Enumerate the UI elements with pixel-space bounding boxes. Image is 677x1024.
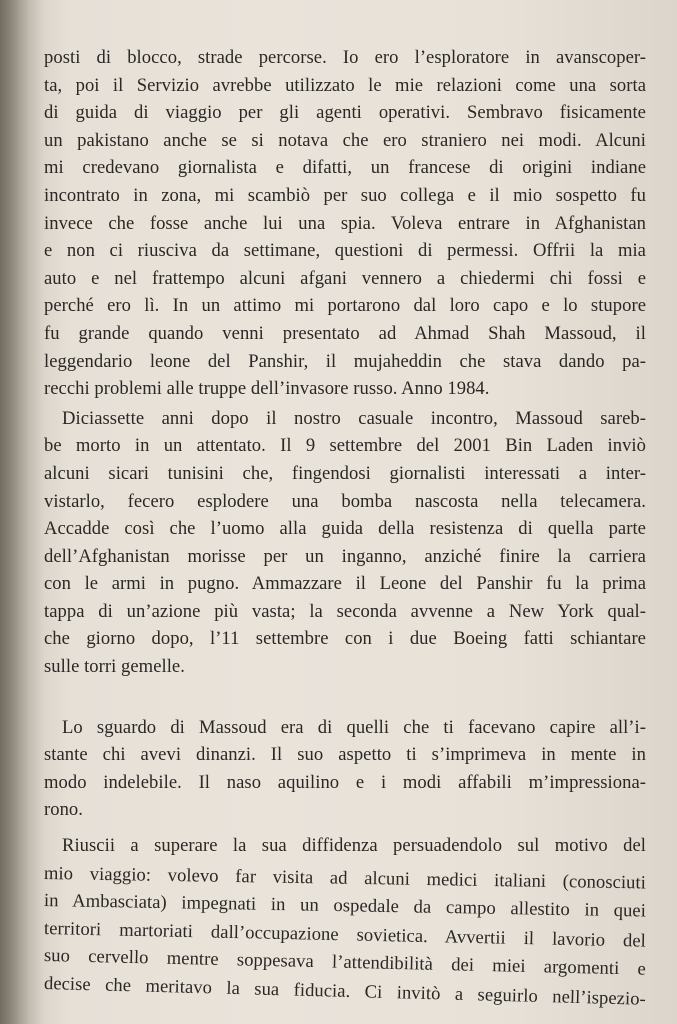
text-line: auto e nel frattempo alcuni afgani vennero a chiedermi chi fossi e bbox=[44, 267, 646, 289]
text-line: vistarlo, fecero esplodere una bomba nascosta nella telecamera. bbox=[44, 490, 646, 512]
book-page bbox=[43, 44, 647, 1010]
section-break bbox=[44, 681, 646, 714]
text-line: leggendario leone del Panshir, il mujaheddin che stava dando pa- bbox=[44, 350, 646, 372]
text-line: tappa di un’azione più vasta; la seconda avvenne a New York qual- bbox=[44, 600, 646, 622]
text-line: incontrato in zona, mi scambiò per suo collega e il mio sospetto fu bbox=[44, 184, 646, 206]
paragraph-4 bbox=[43, 832, 647, 1010]
text-line: un pakistano anche se si notava che ero straniero nei modi. Alcuni bbox=[44, 129, 646, 151]
text-line: suo cervello mentre soppesava l’attendibilità dei miei argomenti e bbox=[43, 945, 647, 981]
text-line: modo indelebile. Il naso aquilino e i modi affabili m’impressiona- bbox=[44, 771, 646, 793]
text-line: e non ci riusciva da settimane, questioni di permessi. Offrii la mia bbox=[44, 240, 646, 262]
page-gutter-shadow bbox=[0, 0, 42, 1024]
text-line: recchi problemi alle truppe dell’invasore russo. Anno 1984. bbox=[44, 378, 490, 400]
text-line: be morto in un attentato. Il 9 settembre del 2001 Bin Laden inviò bbox=[44, 435, 646, 457]
text-line: territori martoriati dall’occupazione sovietica. Avvertii il lavorio del bbox=[43, 917, 647, 952]
text-line: che giorno dopo, l’11 settembre con i due Boeing fatti schiantare bbox=[44, 628, 646, 650]
text-line: ta, poi il Servizio avrebbe utilizzato le mie relazioni come una sorta bbox=[44, 74, 646, 96]
text-line: Riuscii a superare la sua diffidenza persuadendolo sul motivo del bbox=[62, 835, 646, 857]
text-line: rono. bbox=[44, 799, 83, 821]
text-line: alcuni sicari tunisini che, fingendosi giornalisti interessati a inter- bbox=[44, 462, 646, 484]
text-line: posti di blocco, strade percorse. Io ero l’esploratore in avanscoper- bbox=[44, 47, 646, 68]
text-line: di guida di viaggio per gli agenti operativi. Sembravo fisicamente bbox=[44, 102, 646, 124]
text-line: decise che meritavo la sua fiducia. Ci invitò a seguirlo nell’ispezio- bbox=[43, 973, 647, 1010]
text-line: stante chi avevi dinanzi. Il suo aspetto ti s’imprimeva in mente in bbox=[44, 744, 646, 766]
text-line: sulle torri gemelle. bbox=[44, 656, 185, 678]
paragraph-3 bbox=[44, 714, 646, 824]
text-line: fu grande quando venni presentato ad Ahmad Shah Massoud, il bbox=[44, 322, 646, 344]
text-line: Diciassette anni dopo il nostro casuale incontro, Massoud sareb- bbox=[62, 407, 646, 429]
paragraph-1 bbox=[44, 44, 646, 403]
text-line: con le armi in pugno. Ammazzare il Leone del Panshir fu la prima bbox=[44, 573, 646, 595]
text-line: perché ero lì. In un attimo mi portarono dal loro capo e lo stupore bbox=[44, 295, 646, 317]
text-line: Lo sguardo di Massoud era di quelli che ti facevano capire all’i- bbox=[62, 716, 646, 738]
text-line: invece che fosse anche lui una spia. Voleva entrare in Afghanistan bbox=[44, 212, 646, 234]
text-line: in Ambasciata) impegnati in un ospedale da campo allestito in quei bbox=[43, 890, 647, 922]
text-line: dell’Afghanistan morisse per un inganno, anziché finire la carriera bbox=[44, 545, 646, 567]
text-line: Accadde così che l’uomo alla guida della resistenza di quella parte bbox=[44, 518, 646, 540]
text-line: mio viaggio: volevo far visita ad alcuni medici italiani (conosciuti bbox=[43, 862, 647, 894]
paragraph-2 bbox=[44, 405, 646, 681]
text-line: mi credevano giornalista e difatti, un francese di origini indiane bbox=[44, 157, 646, 179]
